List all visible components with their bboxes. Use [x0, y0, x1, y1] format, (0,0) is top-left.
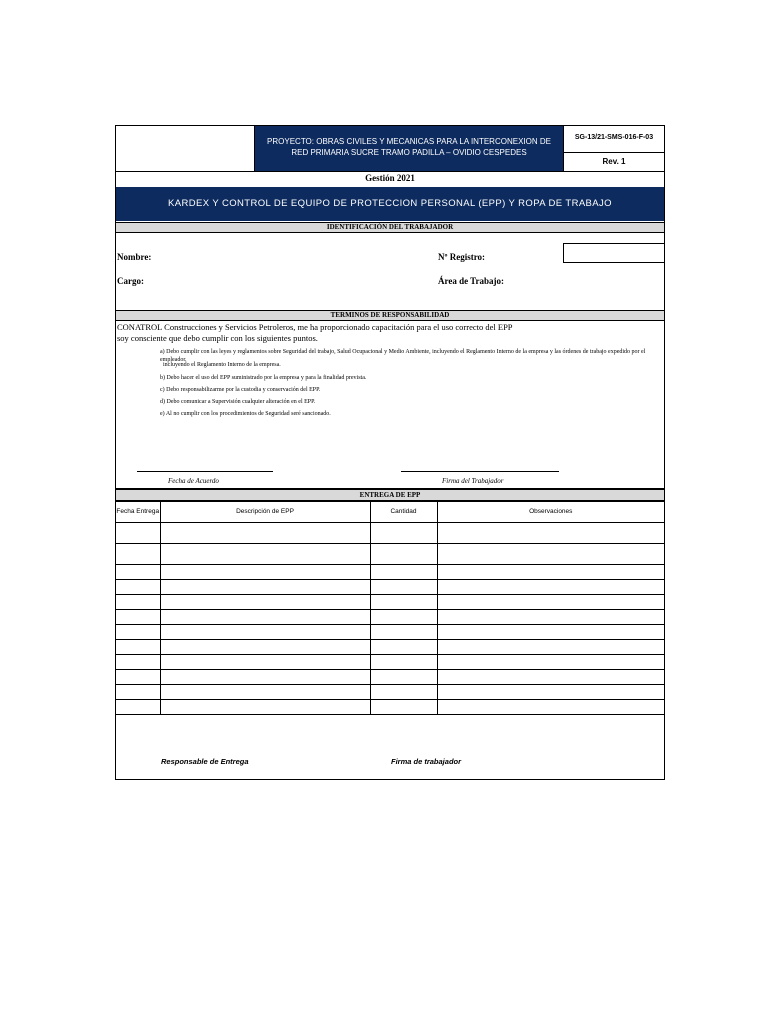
table-cell[interactable]	[437, 655, 664, 670]
table-row	[116, 595, 664, 610]
table-row	[116, 544, 664, 565]
table-cell[interactable]	[370, 523, 437, 544]
table-cell[interactable]	[116, 655, 160, 670]
table-cell[interactable]	[370, 580, 437, 595]
table-cell[interactable]	[116, 670, 160, 685]
table-row	[116, 640, 664, 655]
table-cell[interactable]	[160, 544, 370, 565]
table-row	[116, 670, 664, 685]
table-cell[interactable]	[437, 670, 664, 685]
table-cell[interactable]	[437, 523, 664, 544]
table-cell[interactable]	[437, 565, 664, 580]
table-cell[interactable]	[437, 544, 664, 565]
date-signature-line	[137, 471, 273, 472]
table-cell[interactable]	[116, 544, 160, 565]
epp-form	[115, 125, 665, 780]
table-cell[interactable]	[437, 625, 664, 640]
responsibility-item-e: e) Al no cumplir con los procedimientos de Seguridad seré sancionado.	[160, 411, 331, 417]
table-cell[interactable]	[160, 700, 370, 715]
table-cell[interactable]	[370, 610, 437, 625]
sign-worker-label: Firma del Trabajador	[442, 477, 504, 485]
responsibility-intro-2: soy consciente que debo cumplir con los siguientes puntos.	[117, 333, 318, 343]
table-cell[interactable]	[437, 595, 664, 610]
table-cell[interactable]	[116, 523, 160, 544]
table-cell[interactable]	[160, 655, 370, 670]
table-cell[interactable]	[370, 565, 437, 580]
table-cell[interactable]	[160, 610, 370, 625]
table-cell[interactable]	[116, 685, 160, 700]
delivery-section-title: ENTREGA DE EPP	[116, 488, 664, 502]
table-cell[interactable]	[116, 610, 160, 625]
registro-label: Nº Registro:	[438, 252, 486, 262]
table-cell[interactable]	[116, 700, 160, 715]
project-header	[255, 126, 563, 171]
table-row	[116, 523, 664, 544]
table-row	[116, 685, 664, 700]
table-row	[116, 565, 664, 580]
table-row	[116, 580, 664, 595]
cargo-label: Cargo:	[117, 276, 144, 286]
responsibility-item-b: b) Debo hacer el uso del EPP suministrado por la empresa y para la finalidad prevista.	[160, 375, 367, 381]
worker-signature-line	[401, 471, 559, 472]
responsibility-intro-1: CONATROL Construcciones y Servicios Petroleros, me ha proporcionado capacitación para el uso correcto del EPP	[117, 322, 513, 332]
table-cell[interactable]	[370, 655, 437, 670]
table-cell[interactable]	[437, 580, 664, 595]
table-cell[interactable]	[370, 640, 437, 655]
form-title: KARDEX Y CONTROL DE EQUIPO DE PROTECCION PERSONAL (EPP) Y ROPA DE TRABAJO	[116, 187, 664, 221]
table-cell[interactable]	[370, 700, 437, 715]
table-cell[interactable]	[370, 670, 437, 685]
table-row	[116, 700, 664, 715]
form-code: SG-13/21-SMS-016-F-03	[574, 134, 654, 141]
table-cell[interactable]	[370, 544, 437, 565]
table-cell[interactable]	[437, 640, 664, 655]
table-cell[interactable]	[160, 595, 370, 610]
code-divider	[563, 152, 664, 153]
table-cell[interactable]	[160, 625, 370, 640]
table-row	[116, 625, 664, 640]
table-cell[interactable]	[370, 595, 437, 610]
table-row	[116, 655, 664, 670]
table-cell[interactable]	[116, 580, 160, 595]
identification-section-title: IDENTIFICACIÓN DEL TRABAJADOR	[116, 222, 664, 233]
responsibility-item-a: a) Debo cumplir con las leyes y reglamentos sobre Seguridad del trabajo, Salud Ocupacional y Medio Ambiente, incluyendo el Reglamento Interno de la empresa y las órdenes de trabajo expedido por el empleador.	[160, 349, 646, 363]
worker-sign-label: Firma de trabajador	[391, 757, 462, 766]
sign-date-label: Fecha de Acuerdo	[168, 477, 219, 485]
registro-field-side	[664, 263, 665, 287]
area-label: Área de Trabajo:	[438, 276, 504, 286]
col-descripcion: Descripción de EPP	[160, 501, 370, 523]
table-cell[interactable]	[370, 625, 437, 640]
table-cell[interactable]	[437, 685, 664, 700]
responsibility-item-c: c) Debo responsabilizarme por la custodia y conservación del EPP.	[160, 387, 321, 393]
project-title: PROYECTO: OBRAS CIVILES Y MECANICAS PARA LA INTERCONEXION DE RED PRIMARIA SUCRE TRAMO PADILLA – OVIDIO CESPEDES	[267, 137, 551, 157]
gestion-label: Gestión 2021	[365, 173, 415, 183]
table-cell[interactable]	[116, 565, 160, 580]
responsible-label: Responsable de Entrega	[161, 757, 249, 766]
table-cell[interactable]	[116, 625, 160, 640]
col-fecha-entrega: Fecha Entrega	[116, 501, 160, 523]
responsibility-item-d: d) Debo comunicar a Supervisión cualquier alteración en el EPP.	[160, 399, 316, 405]
delivery-table	[116, 500, 664, 715]
name-label: Nombre:	[117, 252, 152, 262]
table-cell[interactable]	[160, 565, 370, 580]
table-cell[interactable]	[160, 580, 370, 595]
table-cell[interactable]	[116, 595, 160, 610]
table-cell[interactable]	[160, 640, 370, 655]
table-cell[interactable]	[160, 685, 370, 700]
col-cantidad: Cantidad	[370, 501, 437, 523]
table-cell[interactable]	[437, 700, 664, 715]
table-cell[interactable]	[160, 523, 370, 544]
table-cell[interactable]	[160, 670, 370, 685]
table-row	[116, 610, 664, 625]
revision-label: Rev. 1	[602, 157, 626, 166]
table-cell[interactable]	[437, 610, 664, 625]
col-observaciones: Observaciones	[437, 501, 664, 523]
table-cell[interactable]	[370, 685, 437, 700]
responsibility-section-title: TERMINOS DE RESPONSABILIDAD	[116, 310, 664, 321]
registro-field[interactable]	[563, 243, 664, 263]
table-cell[interactable]	[116, 640, 160, 655]
responsibility-overlap-text: incluyendo el Reglamento Interno de la empresa.	[163, 362, 281, 368]
